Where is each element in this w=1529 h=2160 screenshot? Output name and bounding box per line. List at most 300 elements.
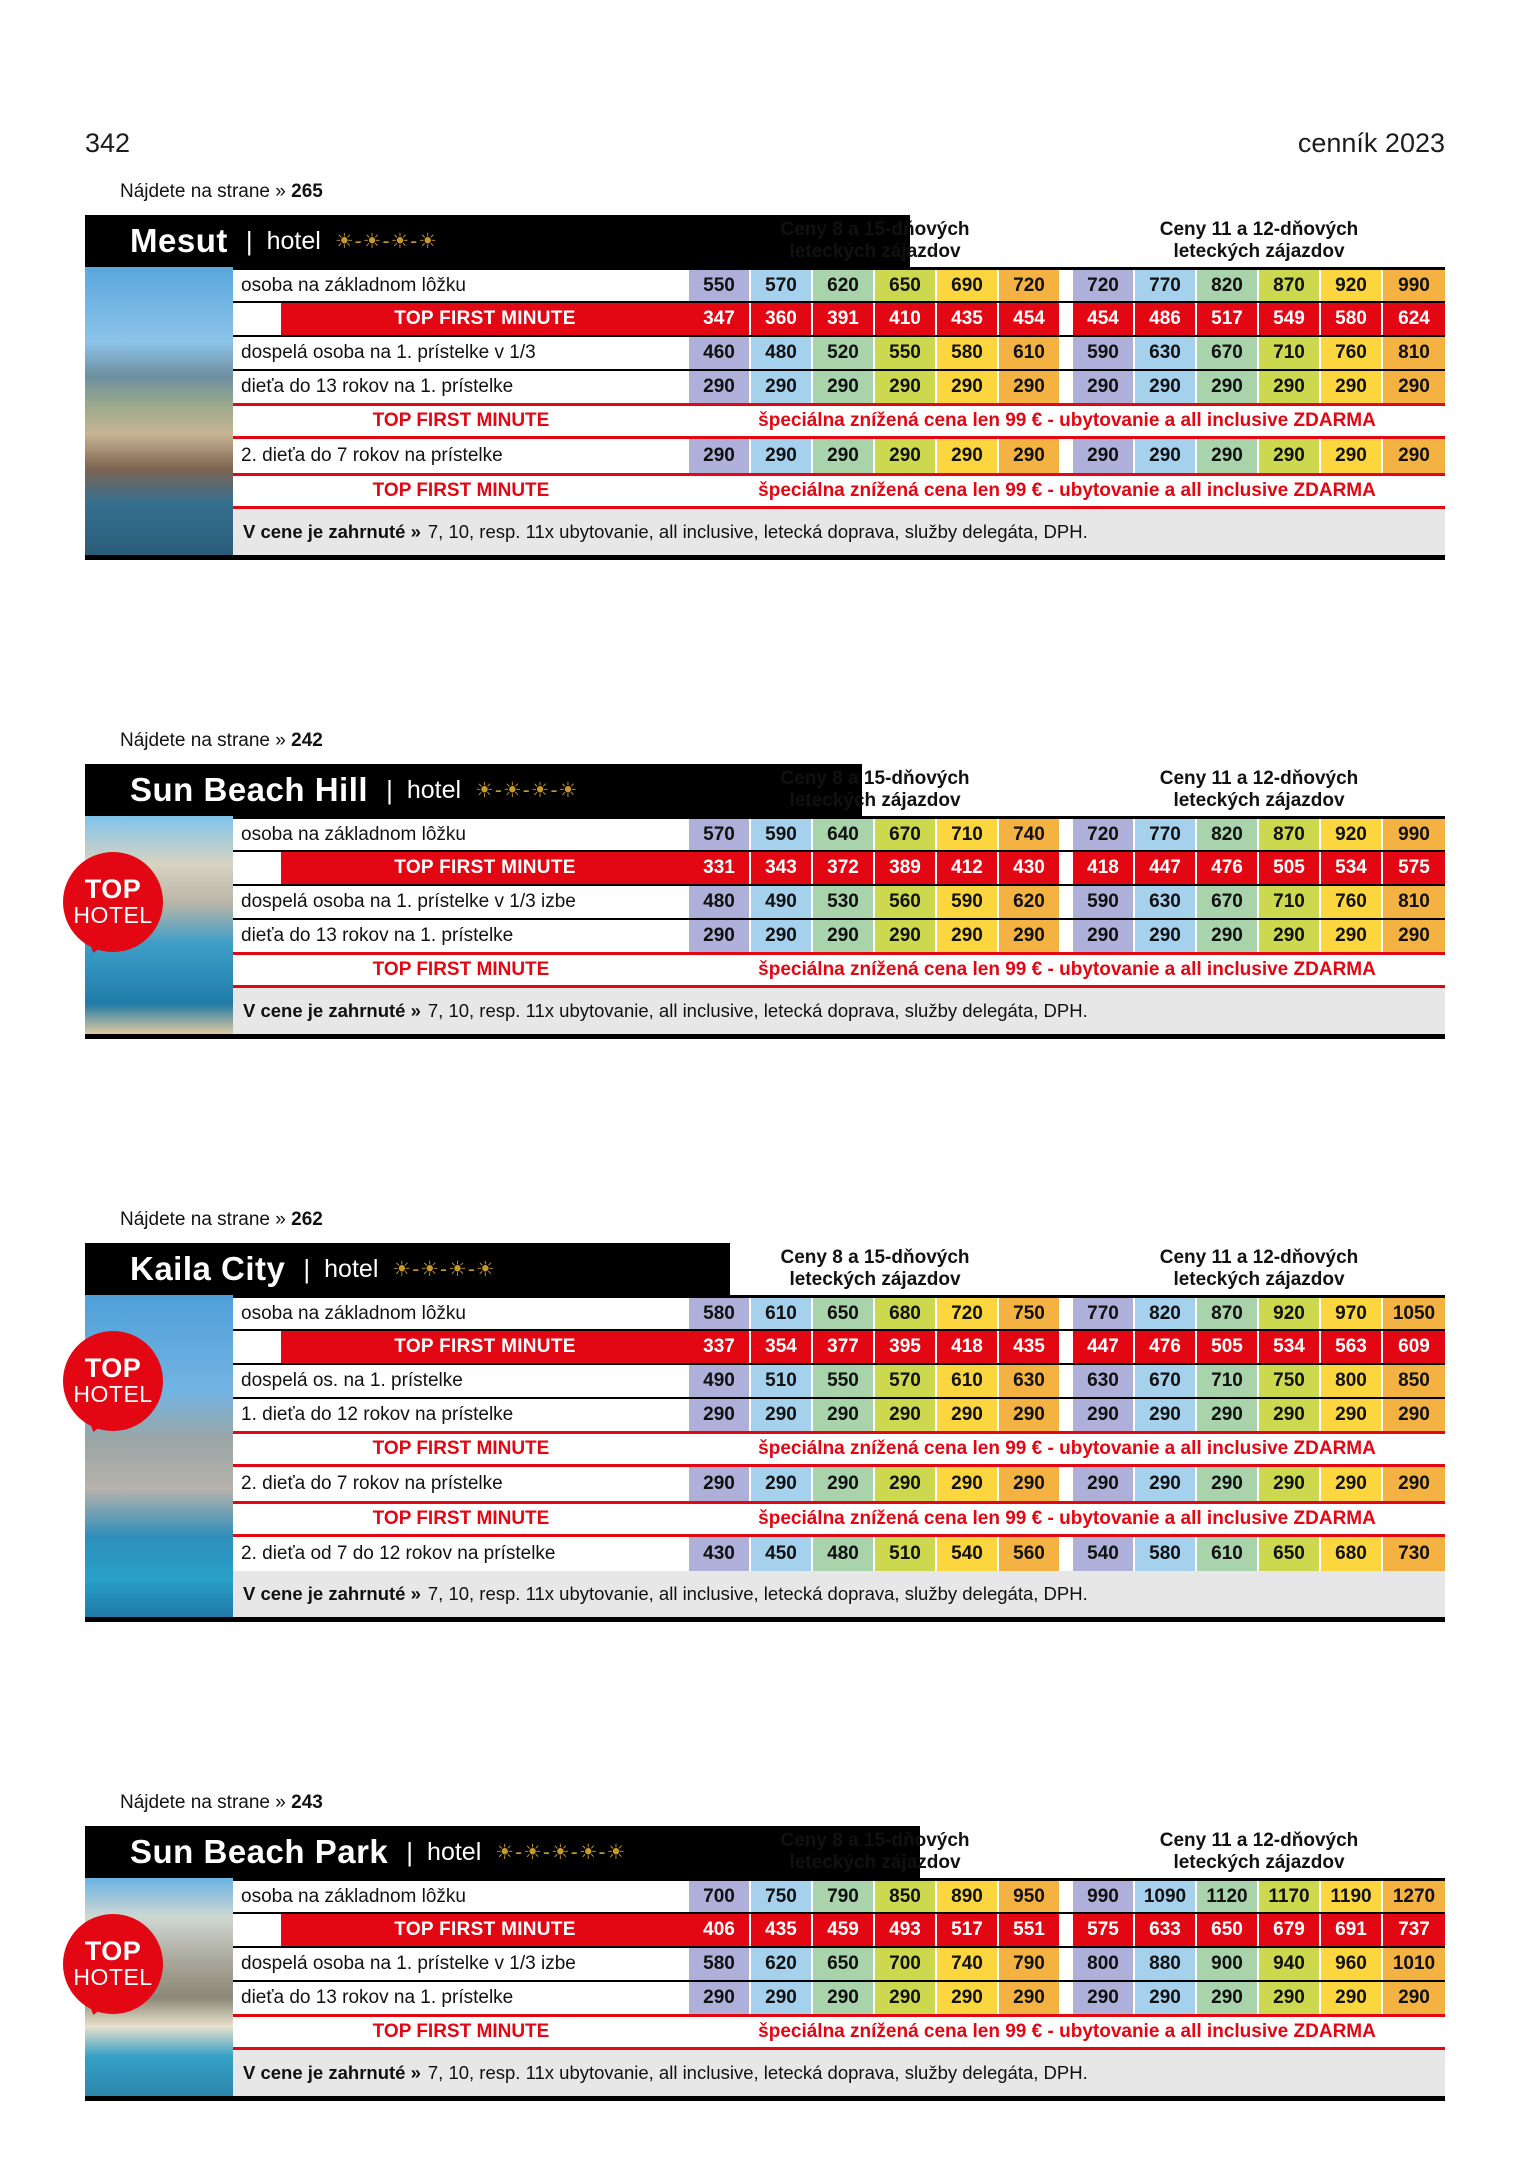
price-cell: 391 xyxy=(813,303,875,335)
price-cell: 549 xyxy=(1259,303,1321,335)
price-cell: 960 xyxy=(1321,1948,1383,1980)
title-divider: | xyxy=(303,1253,311,1284)
top-first-minute-notch xyxy=(233,1914,281,1946)
price-cell: 570 xyxy=(875,1365,937,1397)
hotel-price-table xyxy=(73,1792,1445,2101)
column-group-gap xyxy=(1061,303,1073,335)
top-first-minute-row xyxy=(233,1329,1445,1363)
price-cell: 290 xyxy=(1259,920,1321,952)
price-cell: 290 xyxy=(937,371,999,403)
price-cell: 624 xyxy=(1383,303,1445,335)
top-first-minute-label: TOP FIRST MINUTE xyxy=(281,1331,689,1363)
included-in-price-text: 7, 10, resp. 11x ubytovanie, all inclusive, letecká doprava, služby delegáta, DPH. xyxy=(427,1583,1088,1604)
catalog-title: cenník 2023 xyxy=(1297,128,1445,158)
price-cell: 290 xyxy=(1383,1467,1445,1501)
price-cell: 1050 xyxy=(1383,1298,1445,1329)
price-cell: 690 xyxy=(937,270,999,301)
top-first-minute-special-row xyxy=(233,1501,1445,1537)
price-cell: 580 xyxy=(689,1298,751,1329)
hotel-name: Kaila City xyxy=(130,1250,286,1287)
column-group-gap xyxy=(1061,337,1073,369)
price-cell: 700 xyxy=(875,1948,937,1980)
price-cell: 650 xyxy=(1259,1537,1321,1571)
price-row xyxy=(233,1467,1445,1501)
price-cell: 710 xyxy=(1197,1365,1259,1397)
top-first-minute-special-row xyxy=(233,2014,1445,2050)
column-group-gap xyxy=(1061,270,1073,301)
price-group-title-11-12: Ceny 11 a 12-dňových leteckých zájazdov xyxy=(1159,768,1359,812)
price-cell: 290 xyxy=(689,1467,751,1501)
page-reference-number: 265 xyxy=(291,181,323,202)
included-in-price-row xyxy=(233,1571,1445,1617)
price-cell: 950 xyxy=(999,1881,1061,1912)
price-cell: 435 xyxy=(937,303,999,335)
price-cell: 850 xyxy=(1383,1365,1445,1397)
price-cell: 290 xyxy=(1073,1982,1135,2014)
price-cell: 940 xyxy=(1259,1948,1321,1980)
price-cell: 290 xyxy=(689,439,751,473)
price-cell: 290 xyxy=(689,371,751,403)
column-group-gap xyxy=(1061,1365,1073,1397)
price-cell: 630 xyxy=(1073,1365,1135,1397)
price-cell: 700 xyxy=(689,1881,751,1912)
page-number: 342 xyxy=(85,128,131,158)
price-cell: 870 xyxy=(1259,819,1321,850)
price-cell: 770 xyxy=(1135,270,1197,301)
table-head xyxy=(85,207,1445,267)
price-cell: 740 xyxy=(937,1948,999,1980)
price-cell: 650 xyxy=(1197,1914,1259,1946)
hotel-photo xyxy=(73,816,233,1034)
price-cell: 575 xyxy=(1383,852,1445,884)
column-group-gap xyxy=(1061,1467,1073,1501)
price-cell: 590 xyxy=(1073,886,1135,918)
price-cell: 410 xyxy=(875,303,937,335)
price-cell: 520 xyxy=(813,337,875,369)
included-in-price-text: 7, 10, resp. 11x ubytovanie, all inclusive, letecká doprava, služby delegáta, DPH. xyxy=(427,1000,1088,1021)
price-cell: 290 xyxy=(875,1399,937,1431)
sun-star-icon-row: ☀-☀-☀-☀-☀ xyxy=(495,1840,627,1864)
hotel-name: Mesut xyxy=(130,222,228,259)
price-tables-container xyxy=(73,181,1445,2101)
price-cell: 990 xyxy=(1383,270,1445,301)
price-cell: 290 xyxy=(1383,371,1445,403)
top-first-minute-special-label: TOP FIRST MINUTE xyxy=(372,410,550,431)
price-cell: 290 xyxy=(1135,1399,1197,1431)
top-hotel-badge xyxy=(63,1331,163,1431)
price-row-label: 2. dieťa od 7 do 12 rokov na prístelke xyxy=(233,1537,689,1571)
included-in-price-text: 7, 10, resp. 11x ubytovanie, all inclusive, letecká doprava, služby delegáta, DPH. xyxy=(427,2062,1088,2083)
price-row-label: dospelá osoba na 1. prístelke v 1/3 izbe xyxy=(233,886,689,918)
price-cell: 418 xyxy=(937,1331,999,1363)
price-cell: 570 xyxy=(689,819,751,850)
price-cell: 290 xyxy=(1073,371,1135,403)
price-cell: 459 xyxy=(813,1914,875,1946)
column-group-gap xyxy=(1061,1881,1073,1912)
top-first-minute-row xyxy=(233,301,1445,335)
price-cell: 550 xyxy=(813,1365,875,1397)
hotel-photo xyxy=(73,1295,233,1617)
price-cell: 290 xyxy=(1073,920,1135,952)
price-cell: 800 xyxy=(1073,1948,1135,1980)
price-cell: 290 xyxy=(1135,439,1197,473)
price-cell: 290 xyxy=(751,1467,813,1501)
price-row-label: dieťa do 13 rokov na 1. prístelke xyxy=(233,920,689,952)
price-group-title-11-12: Ceny 11 a 12-dňových leteckých zájazdov xyxy=(1159,219,1359,263)
price-cell: 1170 xyxy=(1259,1881,1321,1912)
price-row xyxy=(233,1363,1445,1397)
page-reference-label: Nájdete na strane » xyxy=(120,1792,286,1813)
price-cell: 730 xyxy=(1383,1537,1445,1571)
price-cell: 290 xyxy=(1321,371,1383,403)
price-cell: 290 xyxy=(875,920,937,952)
price-row-label: dospelá os. na 1. prístelke xyxy=(233,1365,689,1397)
top-hotel-badge-line2: HOTEL xyxy=(73,901,153,928)
column-group-gap xyxy=(1061,886,1073,918)
top-hotel-badge-line1: TOP xyxy=(84,1353,142,1384)
price-cell: 290 xyxy=(1321,1982,1383,2014)
price-cell: 372 xyxy=(813,852,875,884)
price-cell: 580 xyxy=(1321,303,1383,335)
price-cell: 680 xyxy=(875,1298,937,1329)
price-cell: 920 xyxy=(1259,1298,1321,1329)
price-cell: 290 xyxy=(1321,439,1383,473)
price-row xyxy=(233,816,1445,850)
page-reference xyxy=(85,1209,1445,1235)
price-cell: 447 xyxy=(1073,1331,1135,1363)
price-cell: 680 xyxy=(1321,1537,1383,1571)
price-cell: 290 xyxy=(751,371,813,403)
price-cell: 290 xyxy=(1073,439,1135,473)
hotel-price-table xyxy=(73,1209,1445,1622)
price-cell: 560 xyxy=(999,1537,1061,1571)
price-cell: 290 xyxy=(1321,1467,1383,1501)
price-cell: 290 xyxy=(937,1399,999,1431)
column-group-gap xyxy=(1061,1331,1073,1363)
price-cell: 290 xyxy=(1135,920,1197,952)
price-cell: 480 xyxy=(751,337,813,369)
price-cell: 770 xyxy=(1073,1298,1135,1329)
hotel-type-label: hotel xyxy=(324,1254,379,1283)
price-cell: 290 xyxy=(1197,1982,1259,2014)
special-offer-text: špeciálna znížená cena len 99 € - ubytovanie a all inclusive ZDARMA xyxy=(758,480,1376,501)
price-cell: 1010 xyxy=(1383,1948,1445,1980)
price-cell: 900 xyxy=(1197,1948,1259,1980)
price-cell: 870 xyxy=(1197,1298,1259,1329)
price-cell: 435 xyxy=(999,1331,1061,1363)
price-cell: 290 xyxy=(1321,920,1383,952)
price-group-titles xyxy=(689,219,1445,263)
table-head xyxy=(85,756,1445,816)
price-cell: 670 xyxy=(1135,1365,1197,1397)
price-cell: 450 xyxy=(751,1537,813,1571)
price-cell: 790 xyxy=(813,1881,875,1912)
price-row-label: dospelá osoba na 1. prístelke v 1/3 izbe xyxy=(233,1948,689,1980)
column-group-gap xyxy=(1061,1948,1073,1980)
price-cell: 810 xyxy=(1383,886,1445,918)
sun-star-icon-row: ☀-☀-☀-☀ xyxy=(475,778,579,802)
top-hotel-badge-line2: HOTEL xyxy=(73,1963,153,1990)
price-cell: 534 xyxy=(1259,1331,1321,1363)
price-cell: 412 xyxy=(937,852,999,884)
price-cell: 290 xyxy=(751,1399,813,1431)
price-row-label: 2. dieťa do 7 rokov na prístelke xyxy=(233,1467,689,1501)
included-in-price-row xyxy=(233,2050,1445,2096)
column-group-gap xyxy=(1061,920,1073,952)
price-cell: 580 xyxy=(1135,1537,1197,1571)
price-cell: 460 xyxy=(689,337,751,369)
price-cell: 580 xyxy=(937,337,999,369)
price-cell: 540 xyxy=(1073,1537,1135,1571)
price-row-label: osoba na základnom lôžku xyxy=(233,819,689,850)
price-row xyxy=(233,1537,1445,1571)
price-cell: 430 xyxy=(689,1537,751,1571)
price-cell: 347 xyxy=(689,303,751,335)
price-cell: 290 xyxy=(937,1467,999,1501)
price-cell: 740 xyxy=(999,819,1061,850)
included-in-price-text: 7, 10, resp. 11x ubytovanie, all inclusive, letecká doprava, služby delegáta, DPH. xyxy=(427,521,1088,542)
price-cell: 493 xyxy=(875,1914,937,1946)
price-row-label: osoba na základnom lôžku xyxy=(233,1881,689,1912)
price-cell: 530 xyxy=(813,886,875,918)
price-cell: 590 xyxy=(937,886,999,918)
price-rows xyxy=(233,1878,1445,2096)
price-cell: 820 xyxy=(1197,270,1259,301)
price-cell: 920 xyxy=(1321,819,1383,850)
price-cell: 290 xyxy=(999,439,1061,473)
price-cell: 505 xyxy=(1259,852,1321,884)
column-group-gap xyxy=(1061,1399,1073,1431)
price-group-title-8-15: Ceny 8 a 15-dňových leteckých zájazdov xyxy=(780,219,970,263)
price-cell: 760 xyxy=(1321,886,1383,918)
price-cell: 290 xyxy=(1383,1399,1445,1431)
price-cell: 710 xyxy=(1259,886,1321,918)
hotel-price-table xyxy=(73,730,1445,1039)
hotel-name: Sun Beach Hill xyxy=(130,771,369,808)
price-cell: 620 xyxy=(751,1948,813,1980)
price-cell: 650 xyxy=(813,1948,875,1980)
hotel-type-label: hotel xyxy=(266,226,321,255)
price-cell: 290 xyxy=(1197,371,1259,403)
page-reference xyxy=(85,730,1445,756)
top-hotel-badge xyxy=(63,1914,163,2014)
top-first-minute-notch xyxy=(233,1331,281,1363)
table-body xyxy=(73,816,1445,1039)
top-hotel-badge-line2: HOTEL xyxy=(73,1380,153,1407)
price-cell: 510 xyxy=(875,1537,937,1571)
price-group-titles xyxy=(689,768,1445,812)
price-group-title-11-12: Ceny 11 a 12-dňových leteckých zájazdov xyxy=(1159,1247,1359,1291)
price-cell: 290 xyxy=(813,439,875,473)
price-group-titles xyxy=(689,1247,1445,1291)
price-cell: 720 xyxy=(937,1298,999,1329)
price-cell: 418 xyxy=(1073,852,1135,884)
included-in-price-row xyxy=(233,509,1445,555)
price-cell: 720 xyxy=(1073,270,1135,301)
top-first-minute-label: TOP FIRST MINUTE xyxy=(281,852,689,884)
price-cell: 610 xyxy=(1197,1537,1259,1571)
price-cell: 920 xyxy=(1321,270,1383,301)
price-row xyxy=(233,918,1445,952)
table-head xyxy=(85,1818,1445,1878)
price-cell: 590 xyxy=(1073,337,1135,369)
price-cell: 550 xyxy=(875,337,937,369)
top-hotel-badge-line1: TOP xyxy=(84,874,142,905)
price-cell: 290 xyxy=(689,1982,751,2014)
price-row-label: 2. dieťa do 7 rokov na prístelke xyxy=(233,439,689,473)
price-group-title-8-15: Ceny 8 a 15-dňových leteckých zájazdov xyxy=(780,1247,970,1291)
price-cell: 290 xyxy=(813,1467,875,1501)
price-cell: 290 xyxy=(1197,439,1259,473)
price-cell: 290 xyxy=(999,371,1061,403)
price-cell: 290 xyxy=(999,1467,1061,1501)
price-cell: 750 xyxy=(999,1298,1061,1329)
price-row-label: dieťa do 13 rokov na 1. prístelke xyxy=(233,371,689,403)
top-first-minute-notch xyxy=(233,852,281,884)
price-cell: 640 xyxy=(813,819,875,850)
price-cell: 650 xyxy=(813,1298,875,1329)
price-cell: 290 xyxy=(875,1982,937,2014)
price-cell: 290 xyxy=(813,1982,875,2014)
page-reference-number: 242 xyxy=(291,730,323,751)
price-cell: 1120 xyxy=(1197,1881,1259,1912)
price-cell: 1270 xyxy=(1383,1881,1445,1912)
price-group-title-8-15: Ceny 8 a 15-dňových leteckých zájazdov xyxy=(780,1830,970,1874)
top-hotel-badge-line1: TOP xyxy=(84,1936,142,1967)
price-row-label: dospelá osoba na 1. prístelke v 1/3 xyxy=(233,337,689,369)
price-cell: 290 xyxy=(1383,1982,1445,2014)
price-cell: 290 xyxy=(999,920,1061,952)
special-offer-text: špeciálna znížená cena len 99 € - ubytovanie a all inclusive ZDARMA xyxy=(758,959,1376,980)
column-group-gap xyxy=(1061,1982,1073,2014)
price-cell: 290 xyxy=(751,920,813,952)
hotel-price-table xyxy=(85,181,1445,560)
special-offer-text: špeciálna znížená cena len 99 € - ubytovanie a all inclusive ZDARMA xyxy=(758,410,1376,431)
price-cell: 770 xyxy=(1135,819,1197,850)
price-cell: 720 xyxy=(1073,819,1135,850)
table-body xyxy=(73,1295,1445,1622)
price-cell: 820 xyxy=(1197,819,1259,850)
included-in-price-row xyxy=(233,988,1445,1034)
price-cell: 870 xyxy=(1259,270,1321,301)
price-row-label: dieťa do 13 rokov na 1. prístelke xyxy=(233,1982,689,2014)
price-cell: 609 xyxy=(1383,1331,1445,1363)
price-cell: 517 xyxy=(937,1914,999,1946)
page-reference-label: Nájdete na strane » xyxy=(120,1209,286,1230)
special-offer-text: špeciálna znížená cena len 99 € - ubytovanie a all inclusive ZDARMA xyxy=(758,2021,1376,2042)
price-cell: 517 xyxy=(1197,303,1259,335)
price-row xyxy=(233,1295,1445,1329)
price-cell: 343 xyxy=(751,852,813,884)
price-cell: 505 xyxy=(1197,1331,1259,1363)
page-reference-label: Nájdete na strane » xyxy=(120,181,286,202)
price-cell: 820 xyxy=(1135,1298,1197,1329)
price-cell: 630 xyxy=(999,1365,1061,1397)
price-cell: 454 xyxy=(999,303,1061,335)
price-rows xyxy=(233,267,1445,555)
price-cell: 490 xyxy=(751,886,813,918)
price-cell: 290 xyxy=(1383,439,1445,473)
title-divider: | xyxy=(245,225,253,256)
price-cell: 563 xyxy=(1321,1331,1383,1363)
top-hotel-badge xyxy=(63,852,163,952)
price-row xyxy=(233,1946,1445,1980)
price-cell: 430 xyxy=(999,852,1061,884)
top-first-minute-label: TOP FIRST MINUTE xyxy=(281,303,689,335)
price-cell: 290 xyxy=(813,920,875,952)
price-cell: 760 xyxy=(1321,337,1383,369)
top-first-minute-special-row xyxy=(233,473,1445,509)
price-cell: 290 xyxy=(1197,1467,1259,1501)
price-cell: 290 xyxy=(1259,439,1321,473)
price-cell: 490 xyxy=(689,1365,751,1397)
table-head xyxy=(85,1235,1445,1295)
price-cell: 990 xyxy=(1073,1881,1135,1912)
column-group-gap xyxy=(1061,1914,1073,1946)
price-cell: 850 xyxy=(875,1881,937,1912)
price-cell: 290 xyxy=(1259,1467,1321,1501)
top-first-minute-row xyxy=(233,850,1445,884)
price-cell: 290 xyxy=(875,1467,937,1501)
price-row-label: osoba na základnom lôžku xyxy=(233,1298,689,1329)
price-row-label: 1. dieťa do 12 rokov na prístelke xyxy=(233,1399,689,1431)
price-cell: 691 xyxy=(1321,1914,1383,1946)
price-cell: 510 xyxy=(751,1365,813,1397)
price-cell: 290 xyxy=(689,1399,751,1431)
price-rows xyxy=(233,1295,1445,1617)
price-row xyxy=(233,884,1445,918)
page-reference-number: 262 xyxy=(291,1209,323,1230)
price-cell: 1090 xyxy=(1135,1881,1197,1912)
price-cell: 290 xyxy=(1073,1399,1135,1431)
price-row xyxy=(233,1878,1445,1912)
price-group-titles xyxy=(689,1830,1445,1874)
price-cell: 633 xyxy=(1135,1914,1197,1946)
column-group-gap xyxy=(1061,852,1073,884)
price-cell: 454 xyxy=(1073,303,1135,335)
top-first-minute-special-row xyxy=(233,952,1445,988)
price-cell: 480 xyxy=(689,886,751,918)
column-group-gap xyxy=(1061,371,1073,403)
price-cell: 970 xyxy=(1321,1298,1383,1329)
price-cell: 590 xyxy=(751,819,813,850)
price-cell: 610 xyxy=(751,1298,813,1329)
price-cell: 800 xyxy=(1321,1365,1383,1397)
price-cell: 575 xyxy=(1073,1914,1135,1946)
price-cell: 670 xyxy=(1197,337,1259,369)
price-cell: 331 xyxy=(689,852,751,884)
price-cell: 290 xyxy=(1383,920,1445,952)
price-row xyxy=(233,439,1445,473)
price-cell: 550 xyxy=(689,270,751,301)
hotel-type-label: hotel xyxy=(427,1837,482,1866)
price-cell: 650 xyxy=(875,270,937,301)
price-cell: 377 xyxy=(813,1331,875,1363)
price-cell: 710 xyxy=(1259,337,1321,369)
title-divider: | xyxy=(406,1836,414,1867)
included-in-price-label: V cene je zahrnuté » xyxy=(243,2062,421,2083)
top-first-minute-notch xyxy=(233,303,281,335)
price-row-label: osoba na základnom lôžku xyxy=(233,270,689,301)
top-first-minute-special-label: TOP FIRST MINUTE xyxy=(372,959,550,980)
price-cell: 630 xyxy=(1135,337,1197,369)
price-row xyxy=(233,267,1445,301)
price-cell: 290 xyxy=(1197,1399,1259,1431)
price-cell: 360 xyxy=(751,303,813,335)
price-cell: 290 xyxy=(751,439,813,473)
price-cell: 476 xyxy=(1197,852,1259,884)
price-cell: 290 xyxy=(999,1982,1061,2014)
